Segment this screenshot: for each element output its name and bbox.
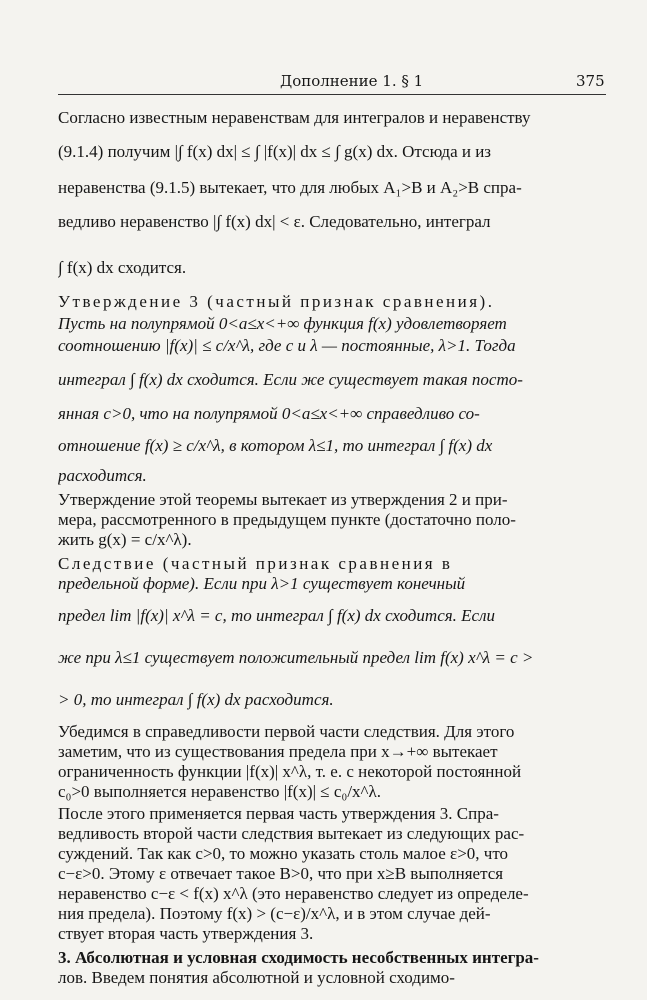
text-line: Согласно известным неравенствам для интегралов и неравенству bbox=[58, 108, 531, 127]
text-line: заметим, что из существования предела при x→+∞ вытекает bbox=[58, 742, 498, 761]
text-line: расходится. bbox=[58, 466, 147, 485]
text-line: ∫ f(x) dx сходится. bbox=[58, 258, 187, 277]
text-line: лов. Введем понятия абсолютной и условной сходимо- bbox=[58, 968, 455, 987]
text-line: ограниченность функции |f(x)| x^λ, т. е. с некоторой постоянной bbox=[58, 762, 522, 781]
header-rule bbox=[58, 94, 606, 95]
text-line: жить g(x) = c/x^λ). bbox=[58, 530, 192, 549]
text-line: янная c>0, что на полупрямой 0<a≤x<+∞ справедливо со- bbox=[58, 404, 480, 423]
text-line: ния предела). Поэтому f(x) > (c−ε)/x^λ, и в этом случае дей- bbox=[58, 904, 491, 923]
text-line: > 0, то интеграл ∫ f(x) dx расходится. bbox=[58, 690, 334, 709]
text-line: Утверждение этой теоремы вытекает из утверждения 2 и при- bbox=[58, 490, 508, 509]
text-line: неравенства (9.1.5) вытекает, что для любых A₁>B и A₂>B спра- bbox=[58, 178, 522, 197]
corollary-heading: Следствие (частный признак сравнения в bbox=[58, 554, 453, 573]
text-line: соотношению |f(x)| ≤ c/x^λ, где c и λ — постоянные, λ>1. Тогда bbox=[58, 336, 516, 355]
text-line: предельной форме). Если при λ>1 существует конечный bbox=[58, 574, 466, 593]
text-line: же при λ≤1 существует положительный предел lim f(x) x^λ = c > bbox=[58, 648, 534, 667]
page-number: 375 bbox=[576, 72, 605, 90]
text-line: (9.1.4) получим |∫ f(x) dx| ≤ ∫ |f(x)| dx ≤ ∫ g(x) dx. Отсюда и из bbox=[58, 142, 492, 161]
text-line: интеграл ∫ f(x) dx сходится. Если же существует такая посто- bbox=[58, 370, 523, 389]
text-line: ведливость второй части следствия вытекает из следующих рас- bbox=[58, 824, 525, 843]
text-line: ствует вторая часть утверждения 3. bbox=[58, 924, 314, 943]
text-line: c₀>0 выполняется неравенство |f(x)| ≤ c₀/x^λ. bbox=[58, 782, 382, 801]
text-line: мера, рассмотренного в предыдущем пункте (достаточно поло- bbox=[58, 510, 516, 529]
text-line: неравенство c−ε < f(x) x^λ (это неравенство следует из определе- bbox=[58, 884, 529, 903]
text-line: Пусть на полупрямой 0<a≤x<+∞ функция f(x) удовлетворяет bbox=[58, 314, 507, 333]
text-line: ведливо неравенство |∫ f(x) dx| < ε. Следовательно, интеграл bbox=[58, 212, 491, 231]
section-heading: 3. Абсолютная и условная сходимость несобственных интегра- bbox=[58, 948, 539, 967]
text-line: суждений. Так как c>0, то можно указать столь малое ε>0, что bbox=[58, 844, 509, 863]
text-line: Убедимся в справедливости первой части следствия. Для этого bbox=[58, 722, 515, 741]
statement-heading: Утверждение 3 (частный признак сравнения). bbox=[58, 292, 495, 311]
text-line: После этого применяется первая часть утверждения 3. Спра- bbox=[58, 804, 499, 823]
text-line: c−ε>0. Этому ε отвечает такое B>0, что при x≥B выполняется bbox=[58, 864, 504, 883]
running-header: Дополнение 1. § 1 bbox=[280, 72, 424, 90]
text-line: предел lim |f(x)| x^λ = c, то интеграл ∫ f(x) dx сходится. Если bbox=[58, 606, 495, 625]
text-line: отношение f(x) ≥ c/x^λ, в котором λ≤1, то интеграл ∫ f(x) dx bbox=[58, 436, 493, 455]
